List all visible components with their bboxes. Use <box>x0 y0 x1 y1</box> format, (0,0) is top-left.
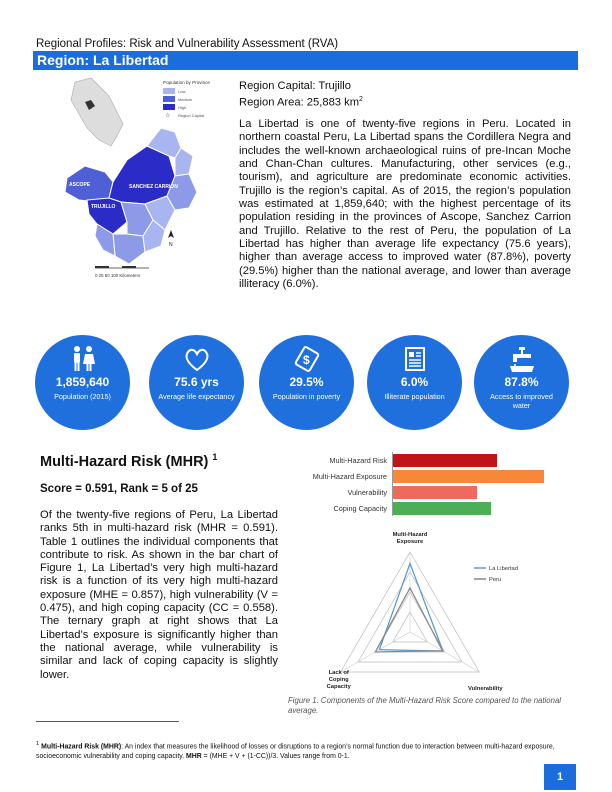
svg-text:N: N <box>169 242 173 248</box>
indicator-poverty <box>259 335 354 430</box>
ternary-axis-label: Capacity <box>326 684 351 690</box>
map-legend-capital: Region Capital <box>178 113 205 118</box>
indicator-value: 75.6 yrs <box>174 375 219 389</box>
ternary-series-la-libertad <box>379 563 443 651</box>
map-legend-low: Low <box>178 89 186 94</box>
mhr-heading: Multi-Hazard Risk (MHR) $^1$ <box>40 452 218 470</box>
map-legend-title: Population by Province <box>163 80 210 85</box>
region-capital: Region Capital: Trujillo <box>239 80 351 92</box>
bar-coping-capacity <box>393 502 491 515</box>
indicator-population <box>35 335 130 430</box>
bar-multi-hazard-risk <box>393 454 497 467</box>
map-label-ascope: ASCOPE <box>69 182 91 188</box>
ternary-legend-label: La Libertad <box>489 566 519 572</box>
figure-caption: Figure 1. Components of the Multi-Hazard Risk Score compared to the national average. <box>288 696 562 715</box>
ternary-axis-label: Multi-Hazard <box>392 532 428 538</box>
component-bar-chart <box>285 452 585 518</box>
indicator-life-expectancy <box>149 335 244 430</box>
ternary-legend-label: Peru <box>489 577 502 583</box>
svg-text:☆: ☆ <box>165 113 171 119</box>
ternary-chart <box>310 524 550 694</box>
bar-label: Multi-Hazard Exposure <box>312 472 387 481</box>
map-scale: 0 25 50 100 Kilometers <box>95 273 141 278</box>
north-arrow-icon <box>168 230 174 238</box>
faucet-icon <box>474 344 569 374</box>
indicator-row <box>0 335 612 431</box>
people-icon <box>35 344 130 374</box>
map-legend-medium: Medium <box>178 97 193 102</box>
region-banner: Region: La Libertad <box>33 51 578 70</box>
bar-multi-hazard-exposure <box>393 470 544 483</box>
indicator-label: Population in poverty <box>272 392 341 401</box>
intro-paragraph: La Libertad is one of twenty-five regions in Peru. Located in northern coastal Peru, La Libertad spans the Cordillera Negra and includes the well-known archaeological ruins of pre-Incan Moche and Chan-Chan cultures. Manufacturing, other services (e.g., tourism), and agriculture are predominate economic activities. Trujillo is the region’s capital. As of 2015, the region’s population was estimated at 1,859,640; with the highest percentage of its population residing in the provinces of Ascope, Sanchez Carrion and Trujillo. Relative to the rest of Peru, the population of La Libertad has higher than average life expectancy (75.6 years), higher than average access to improved water (87.8%), poverty (29.5%) higher than the national average, and lower than average illiteracy (6.0%). <box>239 118 571 291</box>
indicator-value: 29.5% <box>289 375 324 389</box>
svg-text:$: $ <box>302 353 310 367</box>
indicator-illiteracy <box>367 335 462 430</box>
bar-label: Vulnerability <box>347 488 387 497</box>
map-label-trujillo: TRUJILLO <box>91 204 116 210</box>
indicator-label: Population (2015) <box>54 392 111 401</box>
map-legend-high: High <box>178 105 187 110</box>
indicator-value: 1,859,640 <box>55 375 110 389</box>
footnote: $^1$ Multi-Hazard Risk (MHR): An index that measures the likelihood of losses or disruptions to a region’s normal function due to interaction between multi-hazard exposure, socioeconomic vulnerability and coping capacity. MHR = (MHE + V + (1-CC))/3. Values range from 0-1. <box>36 741 555 761</box>
money-icon <box>259 344 354 374</box>
indicator-label: Average life expectancy <box>158 392 235 401</box>
ternary-axis-label: Lack of <box>328 670 349 676</box>
indicator-water <box>474 335 569 430</box>
heart-icon <box>149 344 244 374</box>
document-icon <box>367 344 462 374</box>
map-label-sanchez-carrion: SANCHEZ CARRION <box>129 184 178 190</box>
indicator-label: Access to improved water <box>490 392 553 410</box>
indicator-value: 6.0% <box>400 375 429 389</box>
page-number: 1 <box>544 764 576 790</box>
mhr-score: Score = 0.591, Rank = 5 of 25 <box>40 483 198 495</box>
region-map <box>57 74 233 294</box>
ternary-axis-label: Coping <box>328 677 349 683</box>
ternary-axis-label: Vulnerability <box>467 686 503 692</box>
indicator-label: Illiterate population <box>384 392 445 401</box>
ternary-axis-label: Exposure <box>396 539 424 545</box>
ternary-series-peru <box>375 588 442 652</box>
region-area: Region Area: 25,883 $km^2$ <box>239 96 363 109</box>
region-facts <box>239 79 363 110</box>
indicator-value: 87.8% <box>504 375 539 389</box>
document-header: Regional Profiles: Risk and Vulnerability Assessment (RVA) <box>36 38 339 50</box>
bar-label: Coping Capacity <box>333 504 387 513</box>
bar-vulnerability <box>393 486 477 499</box>
mhr-paragraph: Of the twenty-five regions of Peru, La Libertad ranks 5th in multi-hazard risk (MHR = 0.591). Table 1 outlines the individual components that contribute to risk. As shown in the bar chart of Figure 1, La Libertad’s very high multi-hazard risk is a function of its very high multi-hazard exposure (MHE = 0.857), high vulnerability (V = 0.475), and high coping capacity (CC = 0.558). The ternary graph at right shows that La Libertad’s exposure is significantly higher than the national average, while vulnerability is similar and lack of coping capacity is slightly lower. <box>40 509 278 681</box>
bar-label: Multi-Hazard Risk <box>329 456 387 465</box>
footnote-divider <box>36 721 179 722</box>
